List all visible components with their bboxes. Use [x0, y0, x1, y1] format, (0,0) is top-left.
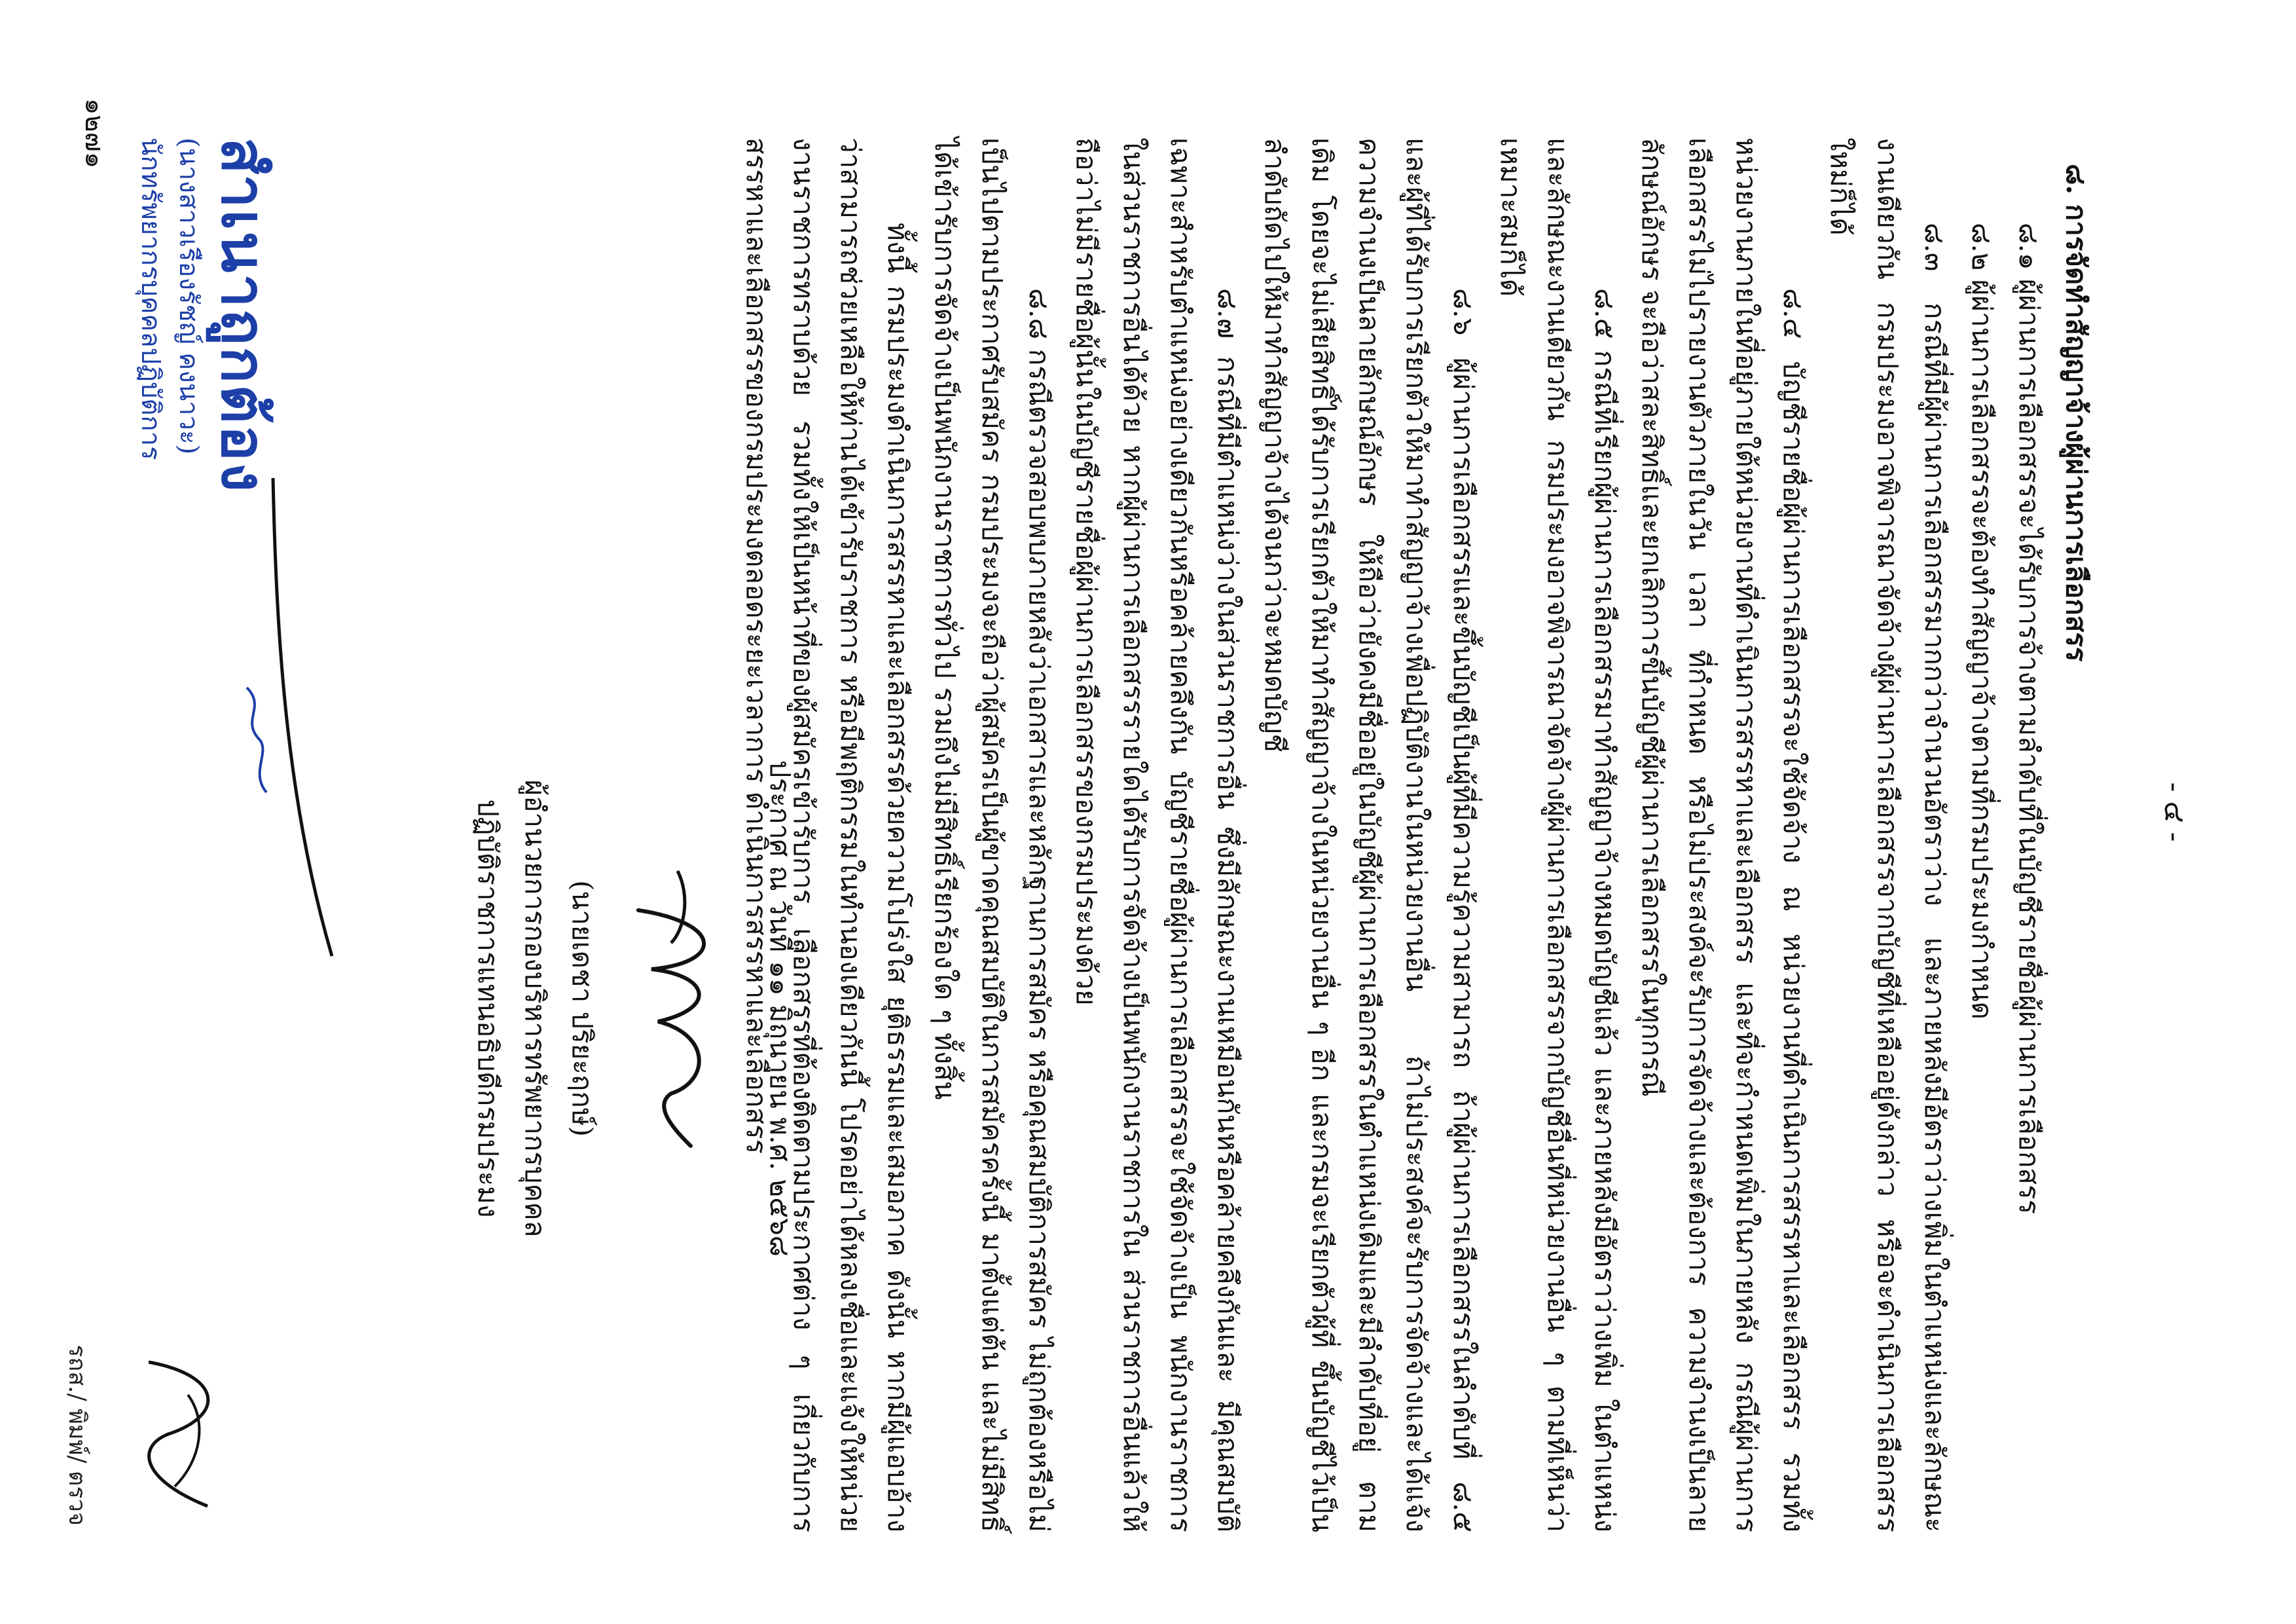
paragraph-8-8: ๘.๘ กรณีตรวจสอบพบภายหลังว่าเอกสารและหลักฐานการสมัคร หรือคุณสมบัติการสมัคร ไม่ถูกต้องหรือไม่เป็นไปตามประกาศรับสมัคร กรมประมงจะถือว่าผู้สมัครเป็นผู้ขาดคุณสมบัติในการสมัครครั้งนี้ มาตั้งแต่ต้น และไม่มีสิทธิ์ได้เข้ารับการจัดจ้างเป็นพนักงานราชการทั่วไป รวมถึงไม่มีสิทธิ์เรียกร้องใด ๆ ทั้งสิ้น — [929, 138, 1055, 1532]
announce-date: ประกาศ ณ วันที่ ๑๑ มิถุนายน พ.ศ. ๒๕๖๘ — [764, 760, 796, 1257]
paragraph-8-1: ๘.๑ ผู้ผ่านการเลือกสรรจะได้รับการจ้างตามลำดับที่ในบัญชีรายชื่อผู้ผ่านการเลือกสรร — [2013, 223, 2045, 1215]
signer-title-1: ผู้อำนวยการกองบริหารทรัพยากรบุคคล — [519, 779, 551, 1238]
initial-signature — [116, 1336, 247, 1532]
signer-name: (นายเดชา ปริยะฤกษ์) — [566, 880, 598, 1137]
document-body — [733, 138, 2100, 1532]
signer-title-2: ปฏิบัติราชการแทนอธิบดีกรมประมง — [472, 799, 504, 1218]
stamp-name: (นางสาวเรืองรัชญ์ คงนาวะ) — [173, 138, 204, 455]
stamp-title: สำเนาถูกต้อง — [208, 138, 279, 494]
signature-block — [464, 714, 803, 1303]
paragraph-8-4: ๘.๔ บัญชีรายชื่อผู้ผ่านการเลือกสรรจะใช้จัดจ้าง ณ หน่วยงานที่ดำเนินการสรรหาและเลือกสรร รวมทั้งหน่วยงานภายในที่อยู่ภายใต้หน่วยงานที่ดำเนินการสรรหาและเลือกสรร และที่จะกำหนดเพิ่มในภายหลัง กรณีผู้ผ่านการเลือกสรรไม่ไปรายงานตัวภายในวัน เวลา ที่กำหนด หรือไม่ประสงค์จะรับการจัดจ้างและต้องการ ความจำนงเป็นลายลักษณ์อักษร จะถือว่าสละสิทธิ์และยกเลิกการขึ้นบัญชีผู้ผ่านการเลือกสรรในทุกกรณี — [1636, 138, 1810, 1532]
paragraph-8-5: ๘.๕ กรณีที่เรียกผู้ผ่านการเลือกสรรมาทำสัญญาจ้างหมดบัญชีแล้ว และภายหลังมีอัตราว่างเพิ่ม ในตำแหน่งและลักษณะงานเดียวกัน กรมประมงอาจพิจารณาจัดจ้างผู้ผ่านการเลือกสรรจากบัญชีอื่นที่หน่วยงานอื่น ๆ ตามที่เห็นว่าเหมาะสมก็ได้ — [1495, 138, 1621, 1532]
footer-code: รถส./ พิมพ์/ ตรวจ — [64, 1344, 90, 1526]
signature-scribble — [612, 714, 750, 1303]
stamp-signature — [234, 681, 280, 799]
page-number: - ๔ - — [2158, 782, 2191, 842]
paragraph-8-7: ๘.๗ กรณีที่มีตำแหน่งว่างในส่วนราชการอื่น ซึ่งมีลักษณะงานเหมือนกันหรือคล้ายคลึงกันและ มีคุณสมบัติเฉพาะสำหรับตำแหน่งอย่างเดียวกันหรือคล้ายคลึงกัน บัญชีรายชื่อผู้ผ่านการเลือกสรรจะใช้จัดจ้างเป็น พนักงานราชการในส่วนราชการอื่นได้ด้วย หากผู้ผ่านการเลือกสรรรายใดได้รับการจัดจ้างเป็นพนักงานราชการใน ส่วนราชการอื่นแล้วให้ถือว่าไม่มีรายชื่อผู้นั้นในบัญชีรายชื่อผู้ผ่านการเลือกสรรของกรมประมงด้วย — [1070, 138, 1244, 1532]
paragraph-closing: ทั้งนี้ กรมประมงดำเนินการสรรหาและเลือกสรรด้วยความโปร่งใส ยุติธรรมและเสมอภาค ดังนั้น หากมีผู้แอบอ้างว่าสามารถช่วยเหลือให้ท่านได้เข้ารับราชการ หรือมีพฤติกรรมในทำนองเดียวกันนี้ โปรดอย่าได้หลงเชื่อและแจ้งให้หน่วยงานราชการทราบด้วย รวมทั้งให้เป็นหน้าที่ของผู้สมัครเข้ารับการ เลือกสรรที่ต้องติดตามประกาศต่าง ๆ เกี่ยวกับการสรรหาและเลือกสรรของกรมประมงตลอดระยะเวลาการ ดำเนินการสรรหาและเลือกสรร — [740, 138, 914, 1532]
section-heading: ๘. การจัดทำสัญญาจ้างผู้ผ่านการเลือกสรร — [2060, 164, 2092, 662]
page-corner-number: ๑๒๗๑ — [79, 98, 109, 169]
paragraph-8-2: ๘.๒ ผู้ผ่านการเลือกสรรจะต้องทำสัญญาจ้างตามที่กรมประมงกำหนด — [1966, 223, 1998, 1020]
stamp-position: นักทรัพยากรบุคคลปฏิบัติการ — [136, 138, 166, 460]
paragraph-8-6: ๘.๖ ผู้ผ่านการเลือกสรรและขึ้นบัญชีเป็นผู้ที่มีความรู้ความสามารถ ถ้าผู้ผ่านการเลือกสรรในลำดับที่ ๘.๕ และผู้ที่ได้รับการเรียกตัวให้มาทำสัญญาจ้างเพื่อปฏิบัติงานในหน่วยงานอื่น ถ้าไม่ประสงค์จะรับการจัดจ้างและได้แจ้ง ความจำนงเป็นลายลักษณ์อักษร ให้ถือว่ายังคงมีชื่ออยู่ในบัญชีผู้ผ่านการเลือกสรรในตำแหน่งเดิมและมีลำดับที่อยู่ ตามเดิม โดยจะไม่เสียสิทธิ์ได้รับการเรียกตัวให้มาทำสัญญาจ้างในหน่วยงานอื่น ๆ อีก และกรมจะเรียกตัวผู้ที่ ขึ้นบัญชีไว้เป็นลำดับถัดไปให้มาทำสัญญาจ้างได้จนกว่าจะหมดบัญชี — [1259, 138, 1480, 1532]
paragraph-8-3: ๘.๓ กรณีที่มีผู้ผ่านการเลือกสรรมากกว่าจำนวนอัตราว่าง และภายหลังมีอัตราว่างเพิ่มในตำแหน่งและลักษณะงานเดียวกัน กรมประมงอาจพิจารณาจัดจ้างผู้ผ่านการเลือกสรรจากบัญชีที่เหลืออยู่ดังกล่าว หรือจะดำเนินการเลือกสรรใหม่ก็ได้ — [1825, 138, 1951, 1532]
